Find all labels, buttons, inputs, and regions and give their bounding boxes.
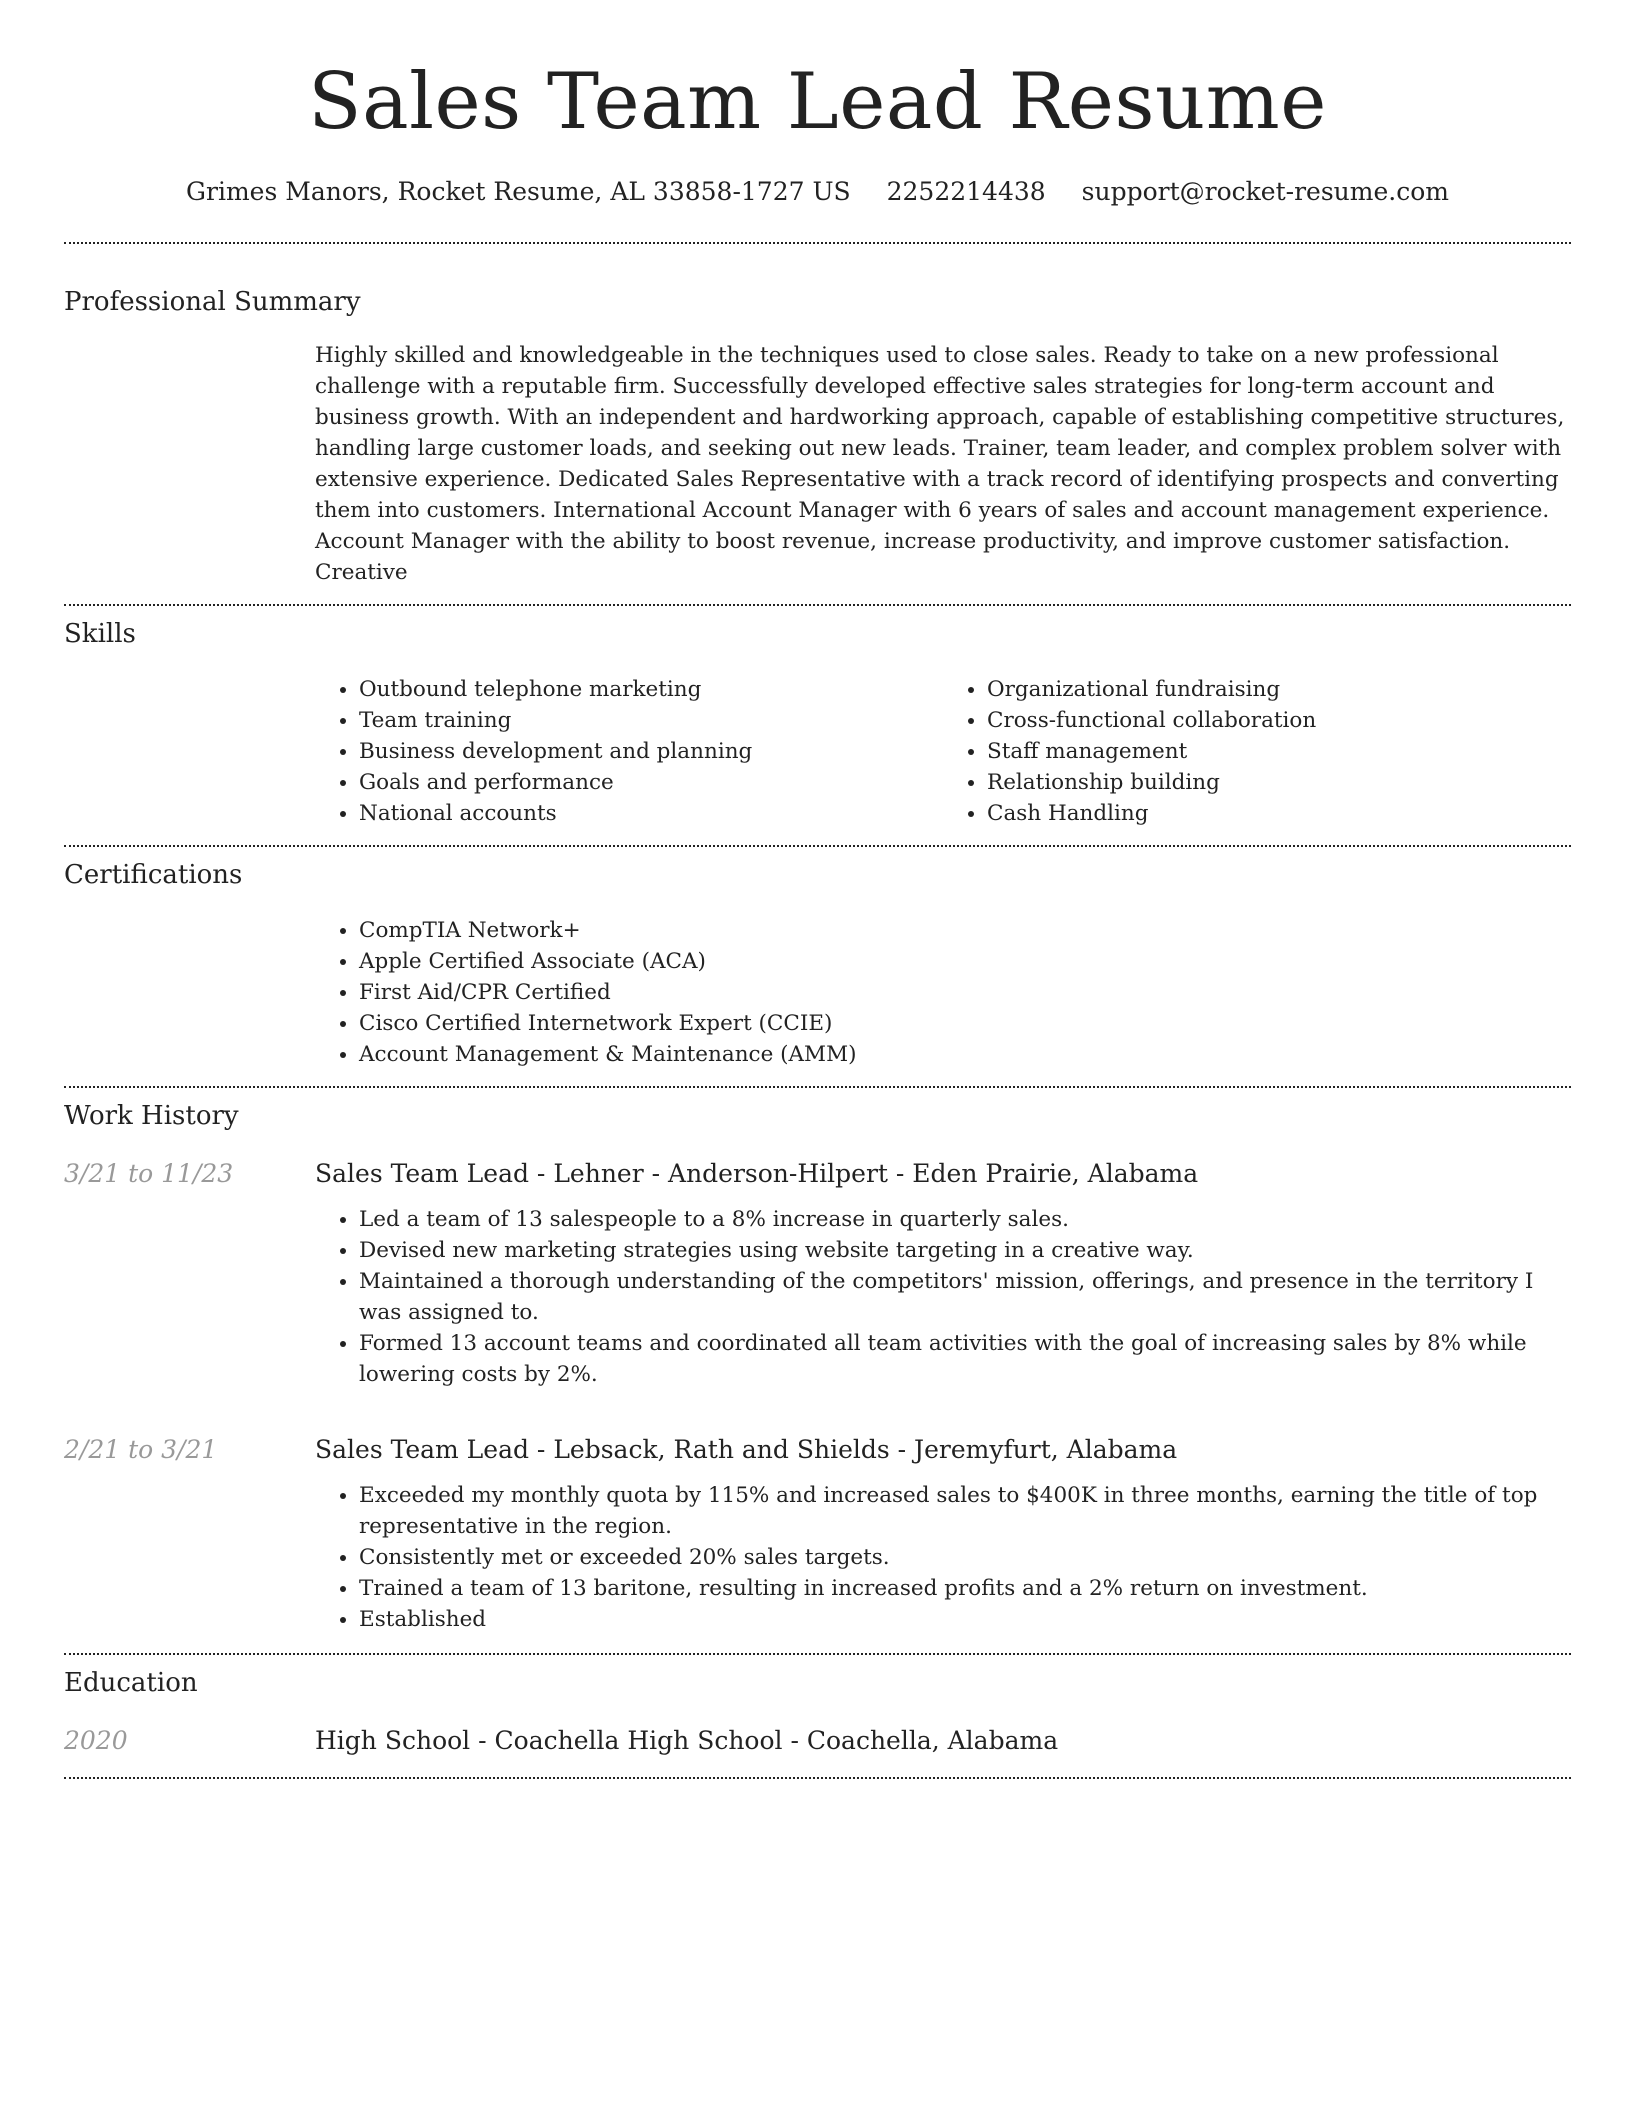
- divider: [64, 242, 1571, 244]
- contact-phone: 2252214438: [886, 177, 1046, 206]
- education-year: 2020: [64, 1726, 128, 1755]
- divider: [64, 845, 1571, 847]
- certification-item: • Cisco Certified Internetwork Expert (CCIE): [359, 1008, 1571, 1039]
- job-entry: [64, 1156, 1571, 1390]
- job-title: Sales Team Lead - Lehner - Anderson-Hilpert - Eden Prairie, Alabama: [315, 1159, 1199, 1188]
- skills-list: [315, 674, 1571, 829]
- skill-item: • Outbound telephone marketing: [359, 674, 943, 705]
- job-bullet: • Led a team of 13 salespeople to a 8% increase in quarterly sales.: [359, 1204, 1571, 1235]
- job-bullet: • Maintained a thorough understanding of the competitors' mission, offerings, and presence in the territory I was assigned to.: [359, 1266, 1571, 1328]
- job-bullet: • Devised new marketing strategies using website targeting in a creative way.: [359, 1235, 1571, 1266]
- divider: [64, 604, 1571, 606]
- contact-address: Grimes Manors, Rocket Resume, AL 33858-1727 US: [186, 177, 851, 206]
- skill-item: • Cash Handling: [987, 798, 1571, 829]
- job-bullet: • Formed 13 account teams and coordinated all team activities with the goal of increasing sales by 8% while lowering costs by 2%.: [359, 1328, 1571, 1390]
- job-entry: [64, 1432, 1571, 1635]
- job-bullets: [315, 1480, 1571, 1635]
- skill-item: • National accounts: [359, 798, 943, 829]
- certification-item: • First Aid/CPR Certified: [359, 977, 1571, 1008]
- divider: [64, 1653, 1571, 1655]
- education-entry: [64, 1723, 1571, 1759]
- job-bullet: • Exceeded my monthly quota by 115% and increased sales to $400K in three months, earning the title of top representative in the region.: [359, 1480, 1571, 1542]
- skill-item: • Relationship building: [987, 767, 1571, 798]
- contact-line: [64, 174, 1571, 210]
- certification-item: • Apple Certified Associate (ACA): [359, 946, 1571, 977]
- resume-page: [64, 0, 1571, 1779]
- job-bullet: • Consistently met or exceeded 20% sales targets.: [359, 1542, 1571, 1573]
- section-heading-certifications: Certifications: [64, 860, 243, 890]
- section-heading-education: Education: [64, 1668, 198, 1698]
- skill-item: • Business development and planning: [359, 736, 943, 767]
- job-bullet: • Trained a team of 13 baritone, resulting in increased profits and a 2% return on investment.: [359, 1573, 1571, 1604]
- divider: [64, 1086, 1571, 1088]
- contact-email: support@rocket-resume.com: [1081, 177, 1449, 206]
- skill-item: • Goals and performance: [359, 767, 943, 798]
- job-bullet: • Established: [359, 1604, 1571, 1635]
- skill-item: • Cross-functional collaboration: [987, 705, 1571, 736]
- education-title: High School - Coachella High School - Coachella, Alabama: [315, 1726, 1059, 1755]
- work-history-list: [64, 1156, 1571, 1635]
- summary-text: Highly skilled and knowledgeable in the techniques used to close sales. Ready to take on a new professional challenge with a reputable firm. Successfully developed effective sales strategies for long-term account and business growth. With an independent and hardworking approach, capable of establishing competitive structures, handling large customer loads, and seeking out new leads. Trainer, team leader, and complex problem solver with extensive experience. Dedicated Sales Representative with a track record of identifying prospects and converting them into customers. International Account Manager with 6 years of sales and account management experience. Account Manager with the ability to boost revenue, increase productivity, and improve customer satisfaction. Creative: [315, 343, 1565, 585]
- section-heading-work-history: Work History: [64, 1101, 239, 1131]
- certifications-list: [315, 915, 1571, 1070]
- skill-item: • Staff management: [987, 736, 1571, 767]
- section-heading-summary: Professional Summary: [64, 287, 361, 317]
- section-heading-skills: Skills: [64, 619, 136, 649]
- divider: [64, 1777, 1571, 1779]
- job-title: Sales Team Lead - Lebsack, Rath and Shields - Jeremyfurt, Alabama: [315, 1435, 1178, 1464]
- skills-column-right: [943, 674, 1571, 829]
- skills-column-left: [315, 674, 943, 829]
- certification-item: • CompTIA Network+: [359, 915, 1571, 946]
- certification-item: • Account Management & Maintenance (AMM): [359, 1039, 1571, 1070]
- job-dates: 3/21 to 11/23: [64, 1159, 234, 1188]
- job-dates: 2/21 to 3/21: [64, 1435, 218, 1464]
- skill-item: • Organizational fundraising: [987, 674, 1571, 705]
- job-bullets: [315, 1204, 1571, 1390]
- skill-item: • Team training: [359, 705, 943, 736]
- page-title: Sales Team Lead Resume: [308, 57, 1327, 147]
